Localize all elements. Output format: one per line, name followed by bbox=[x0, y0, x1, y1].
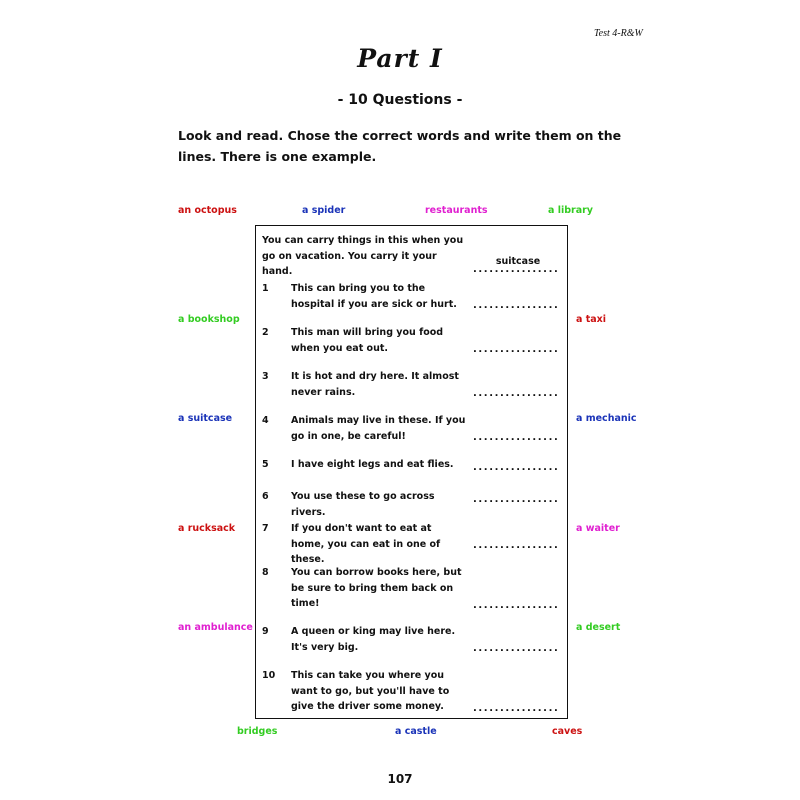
question-text: This man will bring you food when you eat out. bbox=[291, 327, 444, 354]
test-label: Test 4-R&W bbox=[594, 28, 643, 39]
example-item bbox=[256, 233, 567, 277]
word-option: a castle bbox=[395, 726, 437, 737]
word-option: a suitcase bbox=[178, 413, 233, 424]
word-option: caves bbox=[552, 726, 583, 737]
page-title: Part I bbox=[357, 44, 443, 73]
question-item bbox=[256, 565, 567, 615]
question-number: 2 bbox=[262, 327, 269, 338]
question-text: I have eight legs and eat flies. bbox=[291, 459, 454, 470]
question-item bbox=[256, 457, 567, 481]
word-option: a desert bbox=[576, 622, 621, 633]
question-text: Animals may live in these. If you go in one, be careful! bbox=[291, 415, 466, 442]
question-text: You use these to go across rivers. bbox=[291, 491, 435, 518]
answer-line[interactable]: ................ bbox=[473, 389, 560, 399]
page-number: 107 bbox=[387, 772, 413, 786]
question-item bbox=[256, 624, 567, 660]
word-option: a bookshop bbox=[178, 314, 240, 325]
question-number: 4 bbox=[262, 415, 269, 426]
question-text: If you don't want to eat at home, you can eat in one of these. bbox=[291, 523, 441, 565]
question-number: 9 bbox=[262, 626, 269, 637]
answer-line[interactable]: ................ bbox=[473, 644, 560, 654]
answer-line[interactable]: ................ bbox=[473, 704, 560, 714]
question-text: This can bring you to the hospital if you are sick or hurt. bbox=[291, 283, 457, 310]
answer-line[interactable]: ................ bbox=[473, 541, 560, 551]
question-item bbox=[256, 281, 567, 317]
question-number: 1 bbox=[262, 283, 269, 294]
question-item bbox=[256, 489, 567, 518]
word-option: a spider bbox=[302, 205, 346, 216]
question-number: 5 bbox=[262, 459, 269, 470]
question-item bbox=[256, 325, 567, 361]
word-option: a rucksack bbox=[178, 523, 236, 534]
example-answer-line: ................ bbox=[473, 265, 560, 275]
word-option: an ambulance bbox=[178, 622, 253, 633]
question-box bbox=[255, 225, 568, 719]
page-subtitle: - 10 Questions - bbox=[337, 92, 463, 108]
question-item bbox=[256, 668, 567, 718]
question-number: 6 bbox=[262, 491, 269, 502]
word-option: restaurants bbox=[425, 205, 488, 216]
question-text: You can borrow books here, but be sure to bring them back on time! bbox=[291, 567, 462, 609]
question-item bbox=[256, 521, 567, 565]
example-text: You can carry things in this when you go on vacation. You carry it your hand. bbox=[262, 235, 464, 277]
question-number: 3 bbox=[262, 371, 269, 382]
word-option: a waiter bbox=[576, 523, 620, 534]
question-text: This can take you where you want to go, but you'll have to give the driver some money. bbox=[291, 670, 450, 712]
answer-line[interactable]: ................ bbox=[473, 301, 560, 311]
word-option: a mechanic bbox=[576, 413, 637, 424]
question-number: 8 bbox=[262, 567, 269, 578]
word-option: a library bbox=[548, 205, 594, 216]
question-number: 7 bbox=[262, 523, 269, 534]
answer-line[interactable]: ................ bbox=[473, 433, 560, 443]
word-option: bridges bbox=[237, 726, 278, 737]
question-item bbox=[256, 369, 567, 405]
answer-line[interactable]: ................ bbox=[473, 601, 560, 611]
answer-line[interactable]: ................ bbox=[473, 495, 560, 505]
instructions: Look and read. Chose the correct words and write them on the lines. There is one example. bbox=[178, 128, 622, 164]
question-number: 10 bbox=[262, 670, 276, 681]
answer-line[interactable]: ................ bbox=[473, 463, 560, 473]
question-text: It is hot and dry here. It almost never rains. bbox=[291, 371, 459, 398]
question-item bbox=[256, 413, 567, 449]
question-text: A queen or king may live here. It's very big. bbox=[291, 626, 456, 653]
word-option: an octopus bbox=[178, 205, 237, 216]
word-option: a taxi bbox=[576, 314, 607, 325]
example-answer: suitcase bbox=[495, 256, 541, 267]
answer-line[interactable]: ................ bbox=[473, 345, 560, 355]
